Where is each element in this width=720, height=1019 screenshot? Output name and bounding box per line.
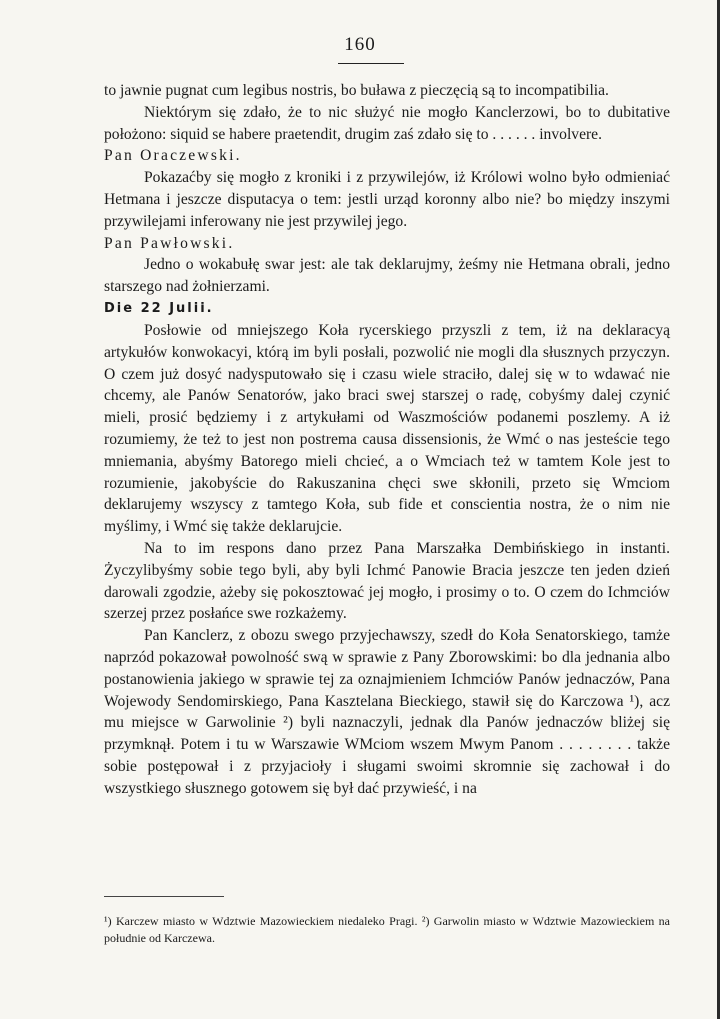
main-text [104, 80, 670, 800]
footnotes: ¹) Karczew miasto w Wdztwie Mazowieckiem niedaleko Pragi. ²) Garwolin miasto w Wdztwie Mazowieckiem na południe od Karczewa. [104, 914, 670, 945]
footnote-rule [104, 896, 224, 897]
header-rule [338, 63, 404, 64]
paragraph: Niektórym się zdało, że to nic służyć nie mogło Kanclerzowi, bo to dubitative położono: siquid se habere praetendit, drugim zaś zdało się to . . . . . . involvere. [104, 103, 670, 143]
speaker-heading: Pan Pawłowski. [104, 234, 235, 252]
paragraph: Pan Kanclerz, z obozu swego przyjechawszy, szedł do Koła Senatorskiego, tamże naprzód pokazował powolność swą w sprawie z Pany Zborowskimi: bo dla jednania albo postanowienia jakiego w sprawie tej za oznajmieniem Ichmciów Panów jednaczów, Pana Wojewody Sendomirskiego, Pana Kasztelana Bieckiego, stawił się do Karczowa ¹), acz mu miejsce w Garwolinie ²) byli naznaczyli, jednak dla Panów jednaczów bliżej się przymknął. Potem i tu w Warszawie WMciom wszem Mwym Panom . . . . . . . . także sobie postępował i z przyjacioły i sługami swoimi skromnie się zachował i do wszystkiego słusznego gotowem się był dać przywieść, i na [104, 627, 670, 797]
page-number: 160 [344, 34, 376, 55]
speaker-heading: Pan Oraczewski. [104, 147, 242, 165]
paragraph: Jedno o wokabułę swar jest: ale tak deklarujmy, żeśmy nie Hetmana obrali, jedno starszego nad żołnierzami. [104, 256, 670, 296]
paragraph: Pokazaćby się mogło z kroniki i z przywilejów, iż Królowi wolno było odmieniać Hetmana i jeszcze disputacya o tem: jestli urząd koronny albo nie? bo między inszymi przywilejami inferowany nie jest przywilej jego. [104, 169, 670, 230]
paragraph: to jawnie pugnat cum legibus nostris, bo buława z pieczęcią są to incompatibilia. [104, 82, 609, 99]
date-heading: Die 22 Julii. [104, 300, 214, 316]
paragraph: Na to im respons dano przez Pana Marszałka Dembińskiego in instanti. Życzylibyśmy sobie tego byli, aby byli Ichmć Panowie Bracia jeszcze ten jeden dzień darowali zgodzie, ażeby się pokosztować jej mogło, i prosimy o to. O czem do Ichmciów szerzej przez posłańce swe rozkażemy. [104, 539, 670, 623]
paragraph: Posłowie od mniejszego Koła rycerskiego przyszli z tem, iż na deklaracyą artykułów konwokacyi, którą im byli posłali, pozwolić nie mogli dla słusznych przyczyn. O czem już dosyć nadysputowało się i czasu wiele straciło, dalej się w to wdawać nie chcemy, ale Panów Senatorów, jako braci swej starszej o radę, cobyśmy dalej czynić mieli, prosić będziemy i z artykułami od Waszmościów podanemi poszlemy. A iż rozumiemy, że też to jest non postrema causa dissensionis, że Wmć o nas jesteście tego mniemania, abyśmy Batorego mieli chcieć, a o Wmciach też w tamtem Kole jest to rozumienie, jakobyście do Rakuszanina chęci swe skłonili, przeto się Wmciom deklarujemy wszyscy z tamtego Koła, sub fide et conscientia nostra, że o nim nie myślimy, i Wmć się także deklarujcie. [104, 321, 670, 536]
